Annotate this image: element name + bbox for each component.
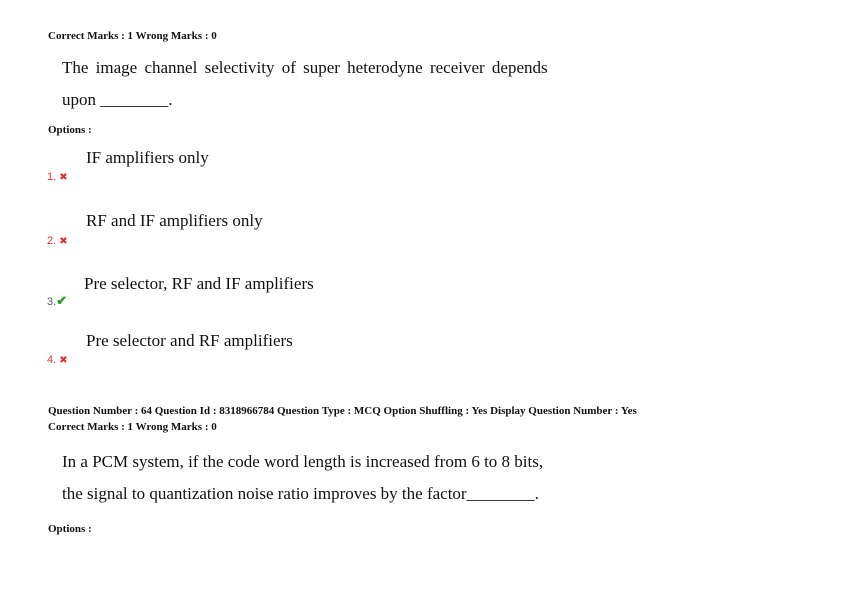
option-number: 4. (47, 354, 57, 366)
q1-marks: Correct Marks : 1 Wrong Marks : 0 (48, 30, 217, 42)
wrong-icon: ✖ (59, 172, 68, 183)
option-number: 2. (47, 235, 57, 247)
q2-header: Question Number : 64 Question Id : 8318966784 Question Type : MCQ Option Shuffling : Yes Display Question Number : Yes (48, 405, 637, 417)
option-1-text: IF amplifiers only (86, 148, 209, 167)
option-3-text: Pre selector, RF and IF amplifiers (84, 274, 314, 293)
q2-options-label: Options : (48, 523, 92, 535)
option-4-text: Pre selector and RF amplifiers (86, 331, 293, 350)
option-number: 1. (47, 171, 57, 183)
q1-text-line2: upon ________. (62, 90, 173, 109)
option-2-text: RF and IF amplifiers only (86, 211, 263, 230)
q2-marks: Correct Marks : 1 Wrong Marks : 0 (48, 421, 217, 433)
correct-check-icon: ✔ (56, 293, 68, 308)
option-3-number (47, 293, 67, 309)
q2-text-line2: the signal to quantization noise ratio improves by the factor________. (62, 484, 539, 503)
wrong-icon: ✖ (59, 236, 68, 247)
option-1-number (47, 171, 68, 183)
option-4-number (47, 354, 68, 366)
q1-options-label: Options : (48, 124, 92, 136)
q2-text-line1: In a PCM system, if the code word length is increased from 6 to 8 bits, (62, 452, 544, 471)
wrong-icon: ✖ (59, 355, 68, 366)
q1-text-line1: The image channel selectivity of super heterodyne receiver depends (62, 58, 548, 77)
option-number: 3. (47, 296, 57, 308)
option-2-number (47, 235, 68, 247)
